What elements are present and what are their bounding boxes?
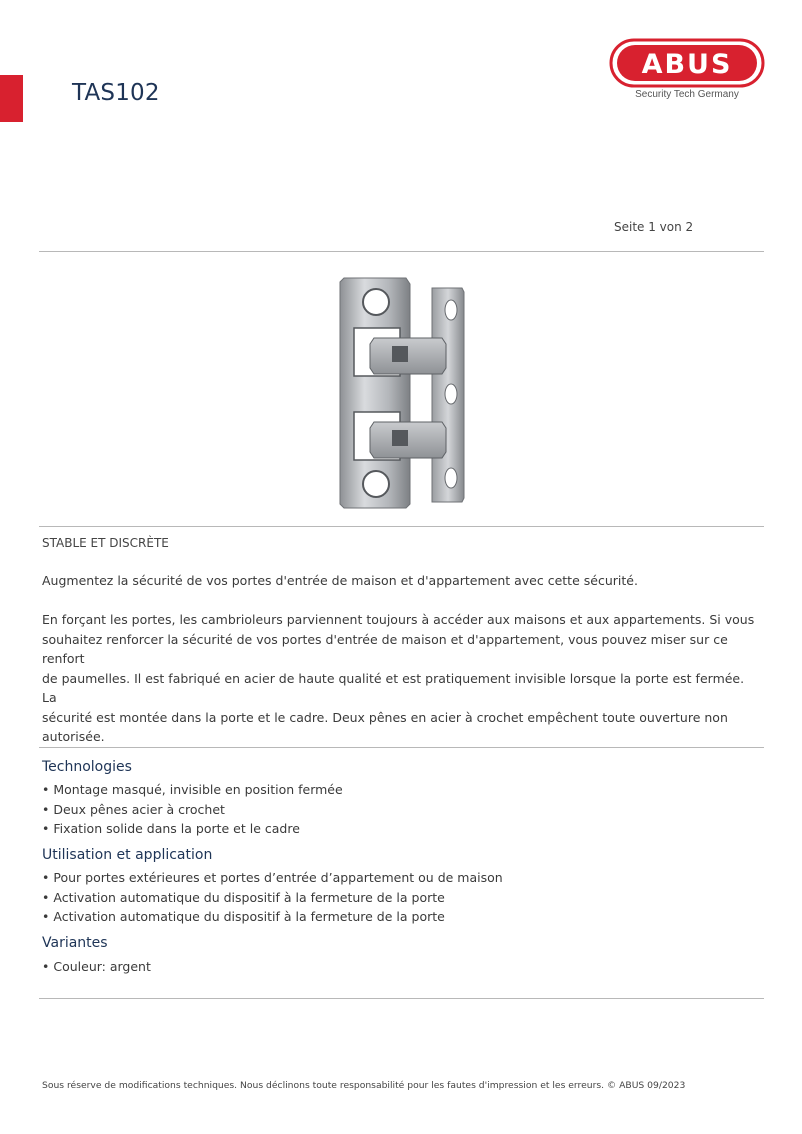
abus-logo-text: ABUS — [641, 49, 733, 80]
list-item: • Activation automatique du dispositif à la fermeture de la porte — [42, 888, 757, 908]
list-item: • Montage masqué, invisible en position fermée — [42, 780, 757, 800]
divider — [39, 747, 764, 748]
description-line: souhaitez renforcer la sécurité de vos portes d'entrée de maison et d'appartement, vous pouvez miser sur ce renfort — [42, 631, 728, 666]
section-title-technologies: Technologies — [42, 759, 132, 775]
divider — [39, 998, 764, 999]
list-item: • Couleur: argent — [42, 957, 757, 977]
variantes-list — [42, 957, 757, 977]
logo-tagline: Security Tech Germany — [635, 89, 739, 100]
list-item: • Fixation solide dans la porte et le cadre — [42, 819, 757, 839]
technologies-list — [42, 780, 757, 839]
brand-color-tab — [0, 75, 23, 122]
description-line: sécurité est montée dans la porte et le cadre. Deux pênes en acier à crochet empêchent toute ouverture non — [42, 709, 728, 725]
description-line: autorisée. — [42, 729, 105, 744]
list-item: • Activation automatique du dispositif à la fermeture de la porte — [42, 907, 757, 927]
abus-logo — [609, 38, 765, 102]
description-paragraph — [42, 610, 757, 747]
abus-logo-mark — [609, 38, 765, 88]
section-title-variantes: Variantes — [42, 935, 108, 951]
list-item: • Deux pênes acier à crochet — [42, 800, 757, 820]
section-title-utilisation: Utilisation et application — [42, 847, 213, 863]
description-line: de paumelles. Il est fabriqué en acier de haute qualité et est pratiquement invisible lorsque la porte est fermée. La — [42, 670, 745, 705]
product-subtitle: STABLE ET DISCRÈTE — [42, 536, 169, 550]
intro-paragraph: Augmentez la sécurité de vos portes d'entrée de maison et d'appartement avec cette sécurité. — [42, 573, 638, 588]
description-line: En forçant les portes, les cambrioleurs parviennent toujours à accéder aux maisons et aux appartements. Si vous — [42, 612, 755, 627]
footer-disclaimer: Sous réserve de modifications techniques. Nous déclinons toute responsabilité pour les fautes d'impression et les erreurs. © ABUS 09/2023 — [42, 1080, 686, 1091]
divider — [39, 526, 764, 527]
hinge-bolt-image-icon — [330, 272, 478, 516]
product-title: TAS102 — [72, 80, 160, 106]
divider — [39, 251, 764, 252]
page-indicator: Seite 1 von 2 — [614, 220, 694, 234]
utilisation-list — [42, 868, 757, 927]
list-item: • Pour portes extérieures et portes d’entrée d’appartement ou de maison — [42, 868, 757, 888]
product-image — [330, 272, 478, 516]
